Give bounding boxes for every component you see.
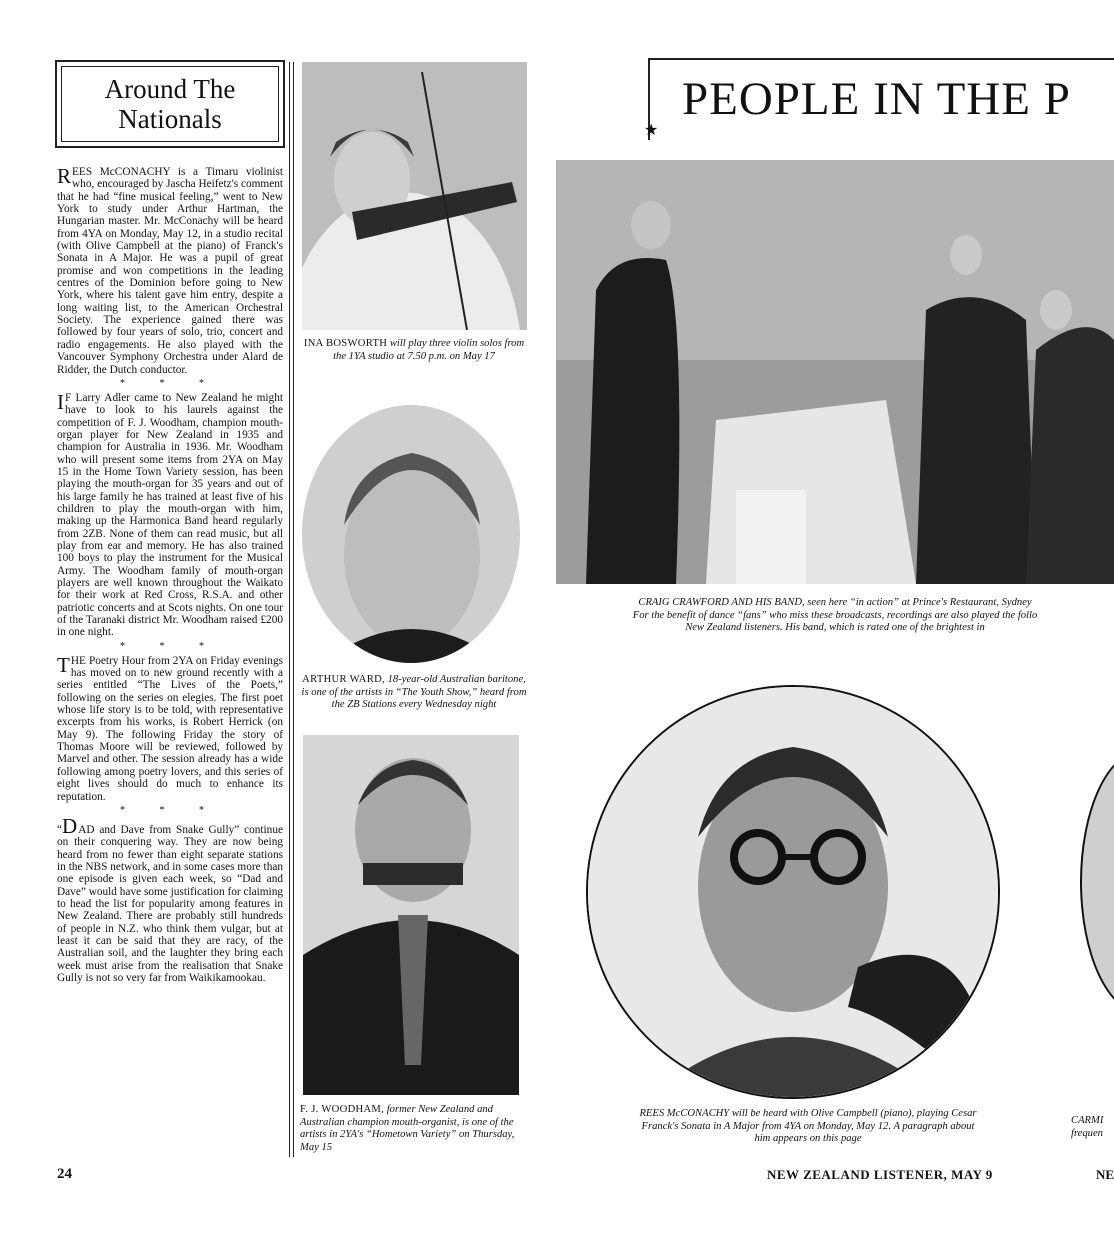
caption-fj-woodham (300, 1104, 528, 1154)
separator-stars: * * * (120, 377, 220, 389)
caption-band (556, 597, 1114, 635)
separator-stars: * * * (120, 640, 220, 652)
section-heading-box (55, 60, 285, 148)
caption-line: For the benefit of dance “fans” who miss these broadcasts, recordings are also played the follo (632, 609, 1038, 621)
caption-arthur-ward (300, 674, 528, 712)
masthead-fragment: NE (1096, 1167, 1114, 1182)
caption-line: him appears on this page (754, 1133, 862, 1145)
caption-line: Franck's Sonata in A Major from 4YA on Monday, May 12. A paragraph about (641, 1120, 975, 1132)
paragraph-rees (57, 166, 283, 376)
paragraph-text: F Larry Adler came to New Zealand he might have to look to his laurels against the competition of F. J. Woodham, champion mouth-organ player for New Zealand in 1935 and champion for Australia in 1936. Mr. Woodham who will present some items from 2YA on May 15 in the Home Town Variety session, has been playing the mouth-organ for 35 years and out of his large family he has trained at least five of his children to play the mouth-organ with him, making up the Harmonica Band heard regularly from 2ZB. None of them can read music, but all play from ear and memory. He has also trained 100 boys to play the instrument for the Musical Army. The Woodham family of mouth-organ players are well known throughout the Waikato for their work at Red Cross, R.S.A. and other patriotic concerts and at Scots nights. On one tour of the Taranaki district Mr. Woodham raised £200 in one night. (57, 391, 283, 639)
caption-text: 18-year-old Australian baritone, is one of the artists in “The Youth Show,” heard from the ZB Stations every Wednesday night (301, 674, 527, 711)
masthead: NEW ZEALAND LISTENER, MAY 9 (767, 1167, 993, 1182)
portrait-illustration (302, 405, 520, 663)
paragraph-adler (57, 389, 283, 639)
caption-name: F. J. WOODHAM, (300, 1104, 385, 1115)
violinist-illustration (302, 62, 527, 330)
caption-name: ARTHUR WARD, (302, 674, 385, 685)
separator-stars: * * * (120, 804, 220, 816)
photo-fj-woodham (303, 735, 519, 1095)
paragraph-text: EES McCONACHY is a Timaru violinist who, encouraged by Jascha Heifetz's comment that he had “fine musical feeling,” went to New York to study under Arthur Hartman, the Hungarian master. Mr. McConachy will be heard from 4YA on Monday, May 12, in a studio recital (with Olive Campbell at the piano) of Franck's Sonata in A Major. He was a pupil of great promise and won competitions in the leading centres of the Dominion before going to New York, where his talent gave him entry, despite a long waiting list, to the American Orchestral Society. The experience gained there was followed by four years of solo, trio, concert and radio engagements. He also played with the Vancouver Symphony Orchestra under Alard de Ridder, the Dutch conductor. (57, 166, 283, 376)
left-article-column (57, 166, 283, 984)
page-number: 24 (57, 1166, 72, 1182)
section-heading (57, 74, 283, 134)
heading-line-1: Around The (104, 74, 236, 104)
drop-cap: T (57, 652, 70, 677)
paragraph-text: AD and Dave from Snake Gully” continue on their conquering way. They are now being heard from no fewer than eight separate stations in the NBS network, and in some cases more than one episode is given each week, so “Dad and Dave” would have some justification for claiming to head the list for popularity among features in New Zealand. There are probably still hundreds of people in N.Z. who think them vulgar, but at least it can be said that they are racy, of the Australian soil, and the laughter they bring each week must arise from the realisation that Snake Gully is not so very far from Waikikamookau. (57, 823, 283, 984)
caption-name: INA BOSWORTH (303, 338, 388, 349)
caption-line: New Zealand listeners. His band, which is rated one of the brightest in (685, 622, 985, 634)
paragraph-dad-dave (57, 813, 283, 984)
caption-carmi-fragment (1071, 1115, 1114, 1140)
column-rule (289, 62, 290, 1157)
caption-text: former New Zealand and Australian champion mouth-organist, is one of the artists in 2YA's “Hometown Variety” on Thursday, May 15 (300, 1104, 515, 1153)
band-illustration (556, 160, 1114, 584)
heading-line-2: Nationals (118, 104, 222, 134)
drop-cap: R (57, 164, 72, 188)
caption-rees (578, 1108, 1038, 1146)
photo-partial-right (1080, 750, 1114, 1014)
caption-ina-bosworth (300, 338, 528, 363)
harmonica-player-illustration (303, 735, 519, 1095)
photo-arthur-ward (302, 405, 520, 663)
photo-ina-bosworth (302, 62, 527, 330)
caption-text: will play three violin solos from the 1YA studio at 7.50 p.m. on May 17 (333, 338, 525, 362)
photo-band (556, 160, 1114, 584)
open-quote: “ (57, 823, 63, 836)
drop-cap: I (57, 389, 64, 414)
photo-rees-mcconachy (586, 685, 1000, 1099)
caption-line: CARMI (1071, 1115, 1104, 1126)
paragraph-poetry (57, 652, 283, 803)
column-rule (293, 62, 294, 1157)
page-title: PEOPLE IN THE P (682, 73, 1071, 125)
caption-line: frequen (1071, 1127, 1103, 1139)
paragraph-text: HE Poetry Hour from 2YA on Friday evenings has moved on to new ground recently with a series entitled “The Lives of the Poets,” following on the series on elegies. The first poet whose life story is to be told, with representative excerpts from his works, is Robert Herrick (on May 9). The following Friday the story of Thomas Moore will be reviewed, followed by Marvel and other. The session already has a wide following among poetry lovers, and this series of eight lives should do much to enhance its reputation. (57, 654, 283, 803)
star-icon: ★ (644, 120, 659, 139)
violinist-portrait-illustration (588, 687, 998, 1097)
drop-cap: D (62, 813, 78, 838)
caption-line: CRAIG CRAWFORD AND HIS BAND, seen here “in action” at Prince's Restaurant, Sydney (638, 597, 1032, 608)
caption-line: REES McCONACHY will be heard with Olive Campbell (piano), playing Cesar (639, 1108, 977, 1119)
